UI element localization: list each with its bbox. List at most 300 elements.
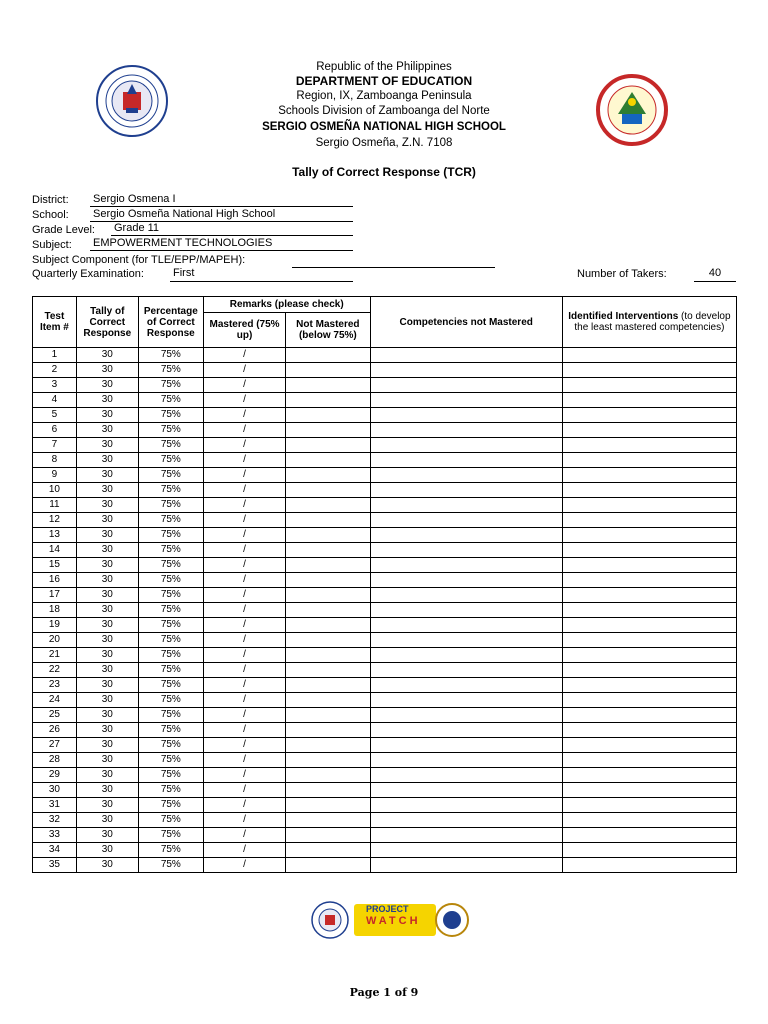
cell-percentage: 75% bbox=[138, 753, 203, 768]
cell-competencies[interactable] bbox=[370, 498, 562, 513]
cell-tally: 30 bbox=[76, 378, 138, 393]
cell-test-item: 24 bbox=[33, 693, 77, 708]
cell-mastered-check[interactable]: / bbox=[203, 498, 285, 513]
cell-not-mastered-check[interactable] bbox=[286, 378, 370, 393]
cell-tally: 30 bbox=[76, 813, 138, 828]
cell-percentage: 75% bbox=[138, 603, 203, 618]
cell-competencies[interactable] bbox=[370, 588, 562, 603]
cell-tally: 30 bbox=[76, 648, 138, 663]
cell-percentage: 75% bbox=[138, 423, 203, 438]
cell-test-item: 17 bbox=[33, 588, 77, 603]
cell-mastered-check[interactable]: / bbox=[203, 393, 285, 408]
cell-not-mastered-check[interactable] bbox=[286, 528, 370, 543]
cell-interventions[interactable] bbox=[562, 423, 736, 438]
cell-percentage: 75% bbox=[138, 783, 203, 798]
table-row bbox=[33, 618, 737, 633]
cell-competencies[interactable] bbox=[370, 408, 562, 423]
table-row bbox=[33, 738, 737, 753]
cell-percentage: 75% bbox=[138, 843, 203, 858]
cell-mastered-check[interactable]: / bbox=[203, 798, 285, 813]
cell-mastered-check[interactable]: / bbox=[203, 768, 285, 783]
header-address: Sergio Osmeña, Z.N. 7108 bbox=[315, 137, 453, 149]
cell-not-mastered-check[interactable] bbox=[286, 393, 370, 408]
cell-not-mastered-check[interactable] bbox=[286, 573, 370, 588]
cell-mastered-check[interactable]: / bbox=[203, 828, 285, 843]
cell-not-mastered-check[interactable] bbox=[286, 723, 370, 738]
cell-percentage: 75% bbox=[138, 828, 203, 843]
cell-interventions[interactable] bbox=[562, 618, 736, 633]
table-row bbox=[33, 843, 737, 858]
cell-competencies[interactable] bbox=[370, 378, 562, 393]
cell-percentage: 75% bbox=[138, 543, 203, 558]
header-school-name: SERGIO OSMEÑA NATIONAL HIGH SCHOOL bbox=[262, 121, 506, 133]
cell-percentage: 75% bbox=[138, 513, 203, 528]
project-label: PROJECT bbox=[366, 904, 409, 914]
col-header-interventions bbox=[562, 297, 736, 348]
school-label: School: bbox=[32, 209, 69, 221]
cell-tally: 30 bbox=[76, 693, 138, 708]
cell-competencies[interactable] bbox=[370, 363, 562, 378]
cell-percentage: 75% bbox=[138, 378, 203, 393]
header-department: DEPARTMENT OF EDUCATION bbox=[295, 74, 473, 88]
cell-tally: 30 bbox=[76, 798, 138, 813]
cell-mastered-check[interactable]: / bbox=[203, 558, 285, 573]
cell-mastered-check[interactable]: / bbox=[203, 753, 285, 768]
table-row bbox=[33, 453, 737, 468]
cell-mastered-check[interactable]: / bbox=[203, 618, 285, 633]
cell-not-mastered-check[interactable] bbox=[286, 768, 370, 783]
cell-tally: 30 bbox=[76, 828, 138, 843]
interventions-bold-text: Identified Interventions bbox=[568, 311, 679, 322]
cell-interventions[interactable] bbox=[562, 828, 736, 843]
table-row bbox=[33, 528, 737, 543]
cell-interventions[interactable] bbox=[562, 393, 736, 408]
cell-tally: 30 bbox=[76, 633, 138, 648]
cell-tally: 30 bbox=[76, 483, 138, 498]
cell-test-item: 11 bbox=[33, 498, 77, 513]
cell-test-item: 12 bbox=[33, 513, 77, 528]
cell-test-item: 15 bbox=[33, 558, 77, 573]
cell-not-mastered-check[interactable] bbox=[286, 558, 370, 573]
table-row bbox=[33, 483, 737, 498]
cell-test-item: 22 bbox=[33, 663, 77, 678]
cell-percentage: 75% bbox=[138, 528, 203, 543]
cell-test-item: 8 bbox=[33, 453, 77, 468]
cell-tally: 30 bbox=[76, 843, 138, 858]
cell-test-item: 25 bbox=[33, 708, 77, 723]
cell-not-mastered-check[interactable] bbox=[286, 603, 370, 618]
cell-not-mastered-check[interactable] bbox=[286, 738, 370, 753]
cell-percentage: 75% bbox=[138, 798, 203, 813]
cell-test-item: 27 bbox=[33, 738, 77, 753]
cell-test-item: 26 bbox=[33, 723, 77, 738]
cell-percentage: 75% bbox=[138, 618, 203, 633]
cell-test-item: 10 bbox=[33, 483, 77, 498]
cell-not-mastered-check[interactable] bbox=[286, 438, 370, 453]
cell-percentage: 75% bbox=[138, 693, 203, 708]
header-republic: Republic of the Philippines bbox=[316, 61, 452, 73]
cell-competencies[interactable] bbox=[370, 573, 562, 588]
cell-interventions[interactable] bbox=[562, 708, 736, 723]
cell-tally: 30 bbox=[76, 588, 138, 603]
table-row bbox=[33, 768, 737, 783]
cell-mastered-check[interactable]: / bbox=[203, 573, 285, 588]
cell-not-mastered-check[interactable] bbox=[286, 633, 370, 648]
cell-percentage: 75% bbox=[138, 738, 203, 753]
cell-test-item: 9 bbox=[33, 468, 77, 483]
cell-not-mastered-check[interactable] bbox=[286, 858, 370, 873]
cell-competencies[interactable] bbox=[370, 843, 562, 858]
cell-tally: 30 bbox=[76, 348, 138, 363]
cell-percentage: 75% bbox=[138, 573, 203, 588]
cell-competencies[interactable] bbox=[370, 618, 562, 633]
cell-test-item: 1 bbox=[33, 348, 77, 363]
col-header-not-mastered: Not Mastered (below 75%) bbox=[286, 313, 370, 348]
cell-tally: 30 bbox=[76, 678, 138, 693]
cell-not-mastered-check[interactable] bbox=[286, 543, 370, 558]
cell-mastered-check[interactable]: / bbox=[203, 378, 285, 393]
cell-percentage: 75% bbox=[138, 723, 203, 738]
cell-not-mastered-check[interactable] bbox=[286, 468, 370, 483]
table-row bbox=[33, 348, 737, 363]
cell-interventions[interactable] bbox=[562, 768, 736, 783]
cell-mastered-check[interactable]: / bbox=[203, 468, 285, 483]
cell-tally: 30 bbox=[76, 558, 138, 573]
cell-interventions[interactable] bbox=[562, 633, 736, 648]
cell-test-item: 4 bbox=[33, 393, 77, 408]
cell-mastered-check[interactable]: / bbox=[203, 633, 285, 648]
table-row bbox=[33, 783, 737, 798]
cell-mastered-check[interactable]: / bbox=[203, 348, 285, 363]
cell-competencies[interactable] bbox=[370, 723, 562, 738]
table-row bbox=[33, 558, 737, 573]
cell-not-mastered-check[interactable] bbox=[286, 843, 370, 858]
cell-competencies[interactable] bbox=[370, 768, 562, 783]
cell-percentage: 75% bbox=[138, 483, 203, 498]
cell-interventions[interactable] bbox=[562, 693, 736, 708]
cell-competencies[interactable] bbox=[370, 708, 562, 723]
cell-mastered-check[interactable]: / bbox=[203, 603, 285, 618]
cell-competencies[interactable] bbox=[370, 483, 562, 498]
subject-label: Subject: bbox=[32, 239, 72, 251]
table-row bbox=[33, 408, 737, 423]
table-row bbox=[33, 663, 737, 678]
table-row bbox=[33, 753, 737, 768]
watch-label: WATCH bbox=[366, 915, 421, 927]
col-header-mastered: Mastered (75% up) bbox=[203, 313, 285, 348]
cell-test-item: 19 bbox=[33, 618, 77, 633]
cell-mastered-check[interactable]: / bbox=[203, 648, 285, 663]
cell-tally: 30 bbox=[76, 783, 138, 798]
cell-competencies[interactable] bbox=[370, 558, 562, 573]
cell-competencies[interactable] bbox=[370, 678, 562, 693]
cell-mastered-check[interactable]: / bbox=[203, 663, 285, 678]
cell-interventions[interactable] bbox=[562, 543, 736, 558]
cell-competencies[interactable] bbox=[370, 663, 562, 678]
cell-interventions[interactable] bbox=[562, 678, 736, 693]
page-number: Page 1 of 9 bbox=[349, 986, 419, 999]
cell-test-item: 16 bbox=[33, 573, 77, 588]
cell-not-mastered-check[interactable] bbox=[286, 408, 370, 423]
table-row bbox=[33, 678, 737, 693]
cell-interventions[interactable] bbox=[562, 723, 736, 738]
cell-percentage: 75% bbox=[138, 633, 203, 648]
cell-percentage: 75% bbox=[138, 348, 203, 363]
cell-interventions[interactable] bbox=[562, 753, 736, 768]
cell-competencies[interactable] bbox=[370, 813, 562, 828]
cell-test-item: 6 bbox=[33, 423, 77, 438]
cell-competencies[interactable] bbox=[370, 438, 562, 453]
table-row bbox=[33, 573, 737, 588]
cell-interventions[interactable] bbox=[562, 573, 736, 588]
cell-tally: 30 bbox=[76, 708, 138, 723]
cell-interventions[interactable] bbox=[562, 603, 736, 618]
table-row bbox=[33, 393, 737, 408]
cell-percentage: 75% bbox=[138, 663, 203, 678]
cell-mastered-check[interactable]: / bbox=[203, 453, 285, 468]
cell-tally: 30 bbox=[76, 468, 138, 483]
cell-not-mastered-check[interactable] bbox=[286, 348, 370, 363]
cell-tally: 30 bbox=[76, 573, 138, 588]
cell-percentage: 75% bbox=[138, 588, 203, 603]
cell-test-item: 18 bbox=[33, 603, 77, 618]
cell-not-mastered-check[interactable] bbox=[286, 693, 370, 708]
cell-not-mastered-check[interactable] bbox=[286, 648, 370, 663]
cell-competencies[interactable] bbox=[370, 633, 562, 648]
cell-test-item: 2 bbox=[33, 363, 77, 378]
takers-field[interactable]: 40 bbox=[694, 267, 736, 282]
table-row bbox=[33, 588, 737, 603]
cell-competencies[interactable] bbox=[370, 798, 562, 813]
cell-interventions[interactable] bbox=[562, 378, 736, 393]
cell-competencies[interactable] bbox=[370, 858, 562, 873]
cell-mastered-check[interactable]: / bbox=[203, 588, 285, 603]
cell-tally: 30 bbox=[76, 363, 138, 378]
cell-not-mastered-check[interactable] bbox=[286, 708, 370, 723]
interventions-rest-text: (to develop the least mastered competencies) bbox=[574, 311, 731, 333]
subject-field[interactable]: EMPOWERMENT TECHNOLOGIES bbox=[90, 237, 353, 251]
cell-tally: 30 bbox=[76, 393, 138, 408]
header-region: Region, IX, Zamboanga Peninsula bbox=[296, 90, 472, 102]
grade-level-field[interactable]: Grade 11 bbox=[111, 222, 353, 236]
cell-competencies[interactable] bbox=[370, 828, 562, 843]
cell-interventions[interactable] bbox=[562, 798, 736, 813]
cell-tally: 30 bbox=[76, 618, 138, 633]
cell-not-mastered-check[interactable] bbox=[286, 618, 370, 633]
cell-not-mastered-check[interactable] bbox=[286, 588, 370, 603]
cell-tally: 30 bbox=[76, 768, 138, 783]
cell-competencies[interactable] bbox=[370, 543, 562, 558]
table-row bbox=[33, 708, 737, 723]
cell-competencies[interactable] bbox=[370, 783, 562, 798]
table-row bbox=[33, 648, 737, 663]
col-header-tally: Tally of Correct Response bbox=[76, 297, 138, 348]
cell-competencies[interactable] bbox=[370, 753, 562, 768]
cell-percentage: 75% bbox=[138, 558, 203, 573]
cell-tally: 30 bbox=[76, 723, 138, 738]
cell-interventions[interactable] bbox=[562, 843, 736, 858]
cell-test-item: 23 bbox=[33, 678, 77, 693]
table-row bbox=[33, 828, 737, 843]
table-row bbox=[33, 378, 737, 393]
cell-interventions[interactable] bbox=[562, 588, 736, 603]
table-row bbox=[33, 513, 737, 528]
cell-not-mastered-check[interactable] bbox=[286, 813, 370, 828]
cell-not-mastered-check[interactable] bbox=[286, 798, 370, 813]
cell-interventions[interactable] bbox=[562, 858, 736, 873]
cell-tally: 30 bbox=[76, 528, 138, 543]
cell-mastered-check[interactable]: / bbox=[203, 528, 285, 543]
cell-percentage: 75% bbox=[138, 408, 203, 423]
cell-mastered-check[interactable]: / bbox=[203, 693, 285, 708]
quarterly-exam-label: Quarterly Examination: bbox=[32, 268, 144, 280]
cell-interventions[interactable] bbox=[562, 813, 736, 828]
cell-not-mastered-check[interactable] bbox=[286, 483, 370, 498]
cell-mastered-check[interactable]: / bbox=[203, 423, 285, 438]
cell-tally: 30 bbox=[76, 438, 138, 453]
cell-not-mastered-check[interactable] bbox=[286, 678, 370, 693]
cell-test-item: 13 bbox=[33, 528, 77, 543]
subject-component-label: Subject Component (for TLE/EPP/MAPEH): bbox=[32, 254, 246, 266]
cell-interventions[interactable] bbox=[562, 558, 736, 573]
cell-not-mastered-check[interactable] bbox=[286, 363, 370, 378]
cell-percentage: 75% bbox=[138, 813, 203, 828]
table-row bbox=[33, 543, 737, 558]
cell-mastered-check[interactable]: / bbox=[203, 843, 285, 858]
cell-interventions[interactable] bbox=[562, 663, 736, 678]
cell-not-mastered-check[interactable] bbox=[286, 783, 370, 798]
cell-not-mastered-check[interactable] bbox=[286, 423, 370, 438]
cell-not-mastered-check[interactable] bbox=[286, 513, 370, 528]
cell-test-item: 14 bbox=[33, 543, 77, 558]
cell-competencies[interactable] bbox=[370, 513, 562, 528]
cell-competencies[interactable] bbox=[370, 648, 562, 663]
cell-tally: 30 bbox=[76, 408, 138, 423]
cell-percentage: 75% bbox=[138, 498, 203, 513]
cell-competencies[interactable] bbox=[370, 423, 562, 438]
school-field[interactable]: Sergio Osmeña National High School bbox=[90, 208, 353, 222]
cell-mastered-check[interactable]: / bbox=[203, 408, 285, 423]
cell-tally: 30 bbox=[76, 423, 138, 438]
cell-test-item: 35 bbox=[33, 858, 77, 873]
cell-interventions[interactable] bbox=[562, 513, 736, 528]
cell-not-mastered-check[interactable] bbox=[286, 453, 370, 468]
cell-percentage: 75% bbox=[138, 438, 203, 453]
cell-percentage: 75% bbox=[138, 453, 203, 468]
quarterly-exam-field[interactable]: First bbox=[170, 267, 353, 282]
table-row bbox=[33, 858, 737, 873]
cell-percentage: 75% bbox=[138, 708, 203, 723]
cell-tally: 30 bbox=[76, 858, 138, 873]
cell-mastered-check[interactable]: / bbox=[203, 708, 285, 723]
cell-interventions[interactable] bbox=[562, 528, 736, 543]
cell-mastered-check[interactable]: / bbox=[203, 363, 285, 378]
cell-interventions[interactable] bbox=[562, 738, 736, 753]
col-header-percentage: Percentage of Correct Response bbox=[138, 297, 203, 348]
cell-test-item: 30 bbox=[33, 783, 77, 798]
cell-competencies[interactable] bbox=[370, 348, 562, 363]
cell-not-mastered-check[interactable] bbox=[286, 663, 370, 678]
district-label: District: bbox=[32, 194, 69, 206]
cell-interventions[interactable] bbox=[562, 453, 736, 468]
table-row bbox=[33, 813, 737, 828]
cell-test-item: 7 bbox=[33, 438, 77, 453]
cell-tally: 30 bbox=[76, 603, 138, 618]
cell-tally: 30 bbox=[76, 738, 138, 753]
cell-interventions[interactable] bbox=[562, 783, 736, 798]
cell-mastered-check[interactable]: / bbox=[203, 483, 285, 498]
cell-percentage: 75% bbox=[138, 678, 203, 693]
document-title: Tally of Correct Response (TCR) bbox=[292, 165, 476, 179]
tcr-table-body bbox=[33, 348, 737, 873]
cell-mastered-check[interactable]: / bbox=[203, 858, 285, 873]
cell-not-mastered-check[interactable] bbox=[286, 498, 370, 513]
cell-interventions[interactable] bbox=[562, 468, 736, 483]
cell-competencies[interactable] bbox=[370, 693, 562, 708]
cell-mastered-check[interactable]: / bbox=[203, 738, 285, 753]
subject-component-field[interactable] bbox=[292, 254, 495, 268]
cell-not-mastered-check[interactable] bbox=[286, 828, 370, 843]
cell-percentage: 75% bbox=[138, 468, 203, 483]
cell-mastered-check[interactable]: / bbox=[203, 543, 285, 558]
cell-interventions[interactable] bbox=[562, 348, 736, 363]
cell-competencies[interactable] bbox=[370, 738, 562, 753]
cell-test-item: 33 bbox=[33, 828, 77, 843]
grade-level-label: Grade Level: bbox=[32, 224, 95, 236]
cell-test-item: 31 bbox=[33, 798, 77, 813]
cell-competencies[interactable] bbox=[370, 603, 562, 618]
cell-interventions[interactable] bbox=[562, 363, 736, 378]
cell-mastered-check[interactable]: / bbox=[203, 813, 285, 828]
cell-competencies[interactable] bbox=[370, 528, 562, 543]
table-row bbox=[33, 633, 737, 648]
table-row bbox=[33, 498, 737, 513]
header-division: Schools Division of Zamboanga del Norte bbox=[278, 105, 490, 117]
table-row bbox=[33, 363, 737, 378]
table-row bbox=[33, 423, 737, 438]
cell-competencies[interactable] bbox=[370, 453, 562, 468]
cell-test-item: 34 bbox=[33, 843, 77, 858]
cell-interventions[interactable] bbox=[562, 408, 736, 423]
cell-interventions[interactable] bbox=[562, 483, 736, 498]
cell-mastered-check[interactable]: / bbox=[203, 438, 285, 453]
cell-mastered-check[interactable]: / bbox=[203, 723, 285, 738]
cell-test-item: 5 bbox=[33, 408, 77, 423]
footer-logos bbox=[310, 898, 490, 947]
table-row bbox=[33, 468, 737, 483]
cell-test-item: 3 bbox=[33, 378, 77, 393]
cell-competencies[interactable] bbox=[370, 468, 562, 483]
cell-tally: 30 bbox=[76, 753, 138, 768]
takers-label: Number of Takers: bbox=[577, 268, 667, 280]
cell-interventions[interactable] bbox=[562, 438, 736, 453]
cell-mastered-check[interactable]: / bbox=[203, 513, 285, 528]
cell-competencies[interactable] bbox=[370, 393, 562, 408]
cell-interventions[interactable] bbox=[562, 498, 736, 513]
cell-percentage: 75% bbox=[138, 363, 203, 378]
cell-interventions[interactable] bbox=[562, 648, 736, 663]
district-field[interactable]: Sergio Osmena I bbox=[90, 193, 353, 207]
cell-percentage: 75% bbox=[138, 648, 203, 663]
col-header-test-item: Test Item # bbox=[33, 297, 77, 348]
cell-tally: 30 bbox=[76, 663, 138, 678]
cell-tally: 30 bbox=[76, 513, 138, 528]
table-row bbox=[33, 438, 737, 453]
cell-percentage: 75% bbox=[138, 858, 203, 873]
cell-mastered-check[interactable]: / bbox=[203, 783, 285, 798]
cell-mastered-check[interactable]: / bbox=[203, 678, 285, 693]
cell-not-mastered-check[interactable] bbox=[286, 753, 370, 768]
